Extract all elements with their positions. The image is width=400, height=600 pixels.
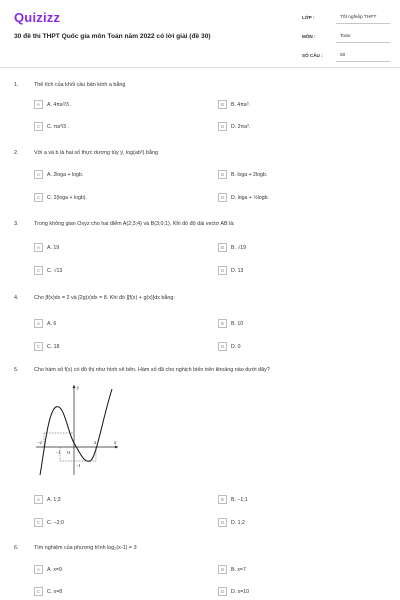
option-b[interactable]	[218, 100, 250, 109]
option-text: A. 4πa³/3 .	[47, 101, 72, 108]
option-text: D. 1;2	[231, 519, 245, 526]
y-axis-arrow	[73, 385, 76, 388]
option-text: C. 18	[47, 343, 60, 350]
option-text: C. πa³/3 .	[47, 123, 70, 130]
option-letter-box: D	[218, 518, 227, 527]
quizizz-logo: Quizizz	[14, 10, 61, 25]
option-a[interactable]	[34, 565, 62, 574]
option-letter-box: A	[34, 243, 43, 252]
meta-label: MÔN :	[302, 34, 316, 39]
option-c[interactable]	[34, 266, 62, 275]
option-letter-box: B	[218, 100, 227, 109]
question-number: 3.	[14, 221, 19, 227]
option-letter-box: D	[218, 342, 227, 351]
tick-label: −1	[56, 450, 61, 455]
option-text: A. x=9	[47, 566, 62, 573]
header-divider	[0, 67, 400, 68]
option-text: C. x=8	[47, 588, 63, 595]
option-text: D. 13	[231, 267, 244, 274]
meta-value: 50	[336, 50, 390, 62]
option-c[interactable]	[34, 193, 87, 202]
option-text: D. 2πa³.	[231, 123, 251, 130]
meta-panel	[302, 12, 390, 69]
option-a[interactable]	[34, 243, 59, 252]
tick-label: −2	[37, 440, 42, 445]
option-letter-box: B	[218, 243, 227, 252]
question-text: Thể tích của khối cầu bán kính a bằng	[34, 82, 126, 88]
option-letter-box: D	[218, 266, 227, 275]
option-text: D. loga + ½logb.	[231, 194, 269, 201]
tick-label: −1	[76, 463, 81, 468]
question-text: Cho ∫f(x)dx = 2 và ∫2g(x)dx = 8. Khi đó ∫[f(x) + g(x)]dx bằng:	[34, 295, 175, 301]
option-letter-box: B	[218, 495, 227, 504]
meta-label: LỚP :	[302, 15, 315, 20]
option-b[interactable]	[218, 243, 246, 252]
option-b[interactable]	[218, 319, 243, 328]
option-d[interactable]	[218, 266, 243, 275]
option-text: C. 2(loga + logb).	[47, 194, 87, 201]
option-text: C. −2;0	[47, 519, 64, 526]
option-letter-box: D	[218, 122, 227, 131]
option-letter-box: C	[34, 266, 43, 275]
option-b[interactable]	[218, 170, 267, 179]
option-letter-box: C	[34, 122, 43, 131]
option-d[interactable]	[218, 342, 241, 351]
meta-label: SỐ CÂU :	[302, 53, 323, 58]
meta-row-subject	[302, 31, 390, 50]
option-a[interactable]	[34, 100, 72, 109]
option-letter-box: C	[34, 587, 43, 596]
option-text: B. −1;1	[231, 496, 248, 503]
option-d[interactable]	[218, 587, 249, 596]
option-d[interactable]	[218, 193, 269, 202]
option-text: B. 4πa³.	[231, 101, 250, 108]
option-letter-box: A	[34, 170, 43, 179]
option-letter-box: A	[34, 565, 43, 574]
question-number: 6.	[14, 545, 19, 551]
option-letter-box: A	[34, 495, 43, 504]
y-label: y	[77, 386, 80, 391]
option-letter-box: B	[218, 170, 227, 179]
meta-value: Toán	[336, 31, 390, 43]
question-text: Trong không gian Oxyz cho hai điểm A(2;3;4) và B(3;0;1). Khi đó độ dài vectơ AB là:	[34, 221, 235, 227]
option-letter-box: A	[34, 100, 43, 109]
tick-label: 2	[94, 440, 97, 445]
option-a[interactable]	[34, 170, 83, 179]
meta-value: Tốt nghiệp THPT	[336, 12, 390, 24]
option-d[interactable]	[218, 122, 250, 131]
option-a[interactable]	[34, 495, 61, 504]
option-text: A. 6	[47, 320, 57, 327]
option-c[interactable]	[34, 518, 64, 527]
option-b[interactable]	[218, 495, 248, 504]
option-text: B. loga + 2logb.	[231, 171, 268, 178]
option-letter-box: B	[218, 319, 227, 328]
origin-label: O	[67, 450, 71, 455]
option-text: A. 19	[47, 244, 60, 251]
option-d[interactable]	[218, 518, 245, 527]
option-text: D. x=10	[231, 588, 250, 595]
option-text: C. √13	[47, 267, 63, 274]
question-number: 2.	[14, 150, 19, 156]
option-text: A. 2loga + logb.	[47, 171, 84, 178]
option-text: B. √19	[231, 244, 246, 251]
option-text: A. 1;3	[47, 496, 61, 503]
option-letter-box: A	[34, 319, 43, 328]
question-number: 1.	[14, 82, 19, 88]
option-c[interactable]	[34, 587, 62, 596]
meta-row-class	[302, 12, 390, 31]
option-text: D. 0	[231, 343, 241, 350]
question-number: 4.	[14, 295, 19, 301]
option-text: B. x=7	[231, 566, 246, 573]
option-letter-box: D	[218, 587, 227, 596]
option-b[interactable]	[218, 565, 246, 574]
function-graph	[34, 381, 120, 477]
option-letter-box: D	[218, 193, 227, 202]
question-text: Cho hàm số f(x) có đồ thị như hình vẽ bên. Hàm số đã cho nghịch biến trên khoảng nào dưới đây?	[34, 367, 270, 373]
option-text: B. 10	[231, 320, 244, 327]
option-c[interactable]	[34, 122, 69, 131]
option-a[interactable]	[34, 319, 56, 328]
option-c[interactable]	[34, 342, 59, 351]
document-title: 30 đề thi THPT Quốc gia môn Toán năm 2022 có lời giải (đề 30)	[14, 33, 211, 40]
option-letter-box: C	[34, 342, 43, 351]
question-number: 5.	[14, 367, 19, 373]
question-text: Với a và b là hai số thực dương tùy ý, log(ab²) bằng	[34, 150, 158, 156]
option-letter-box: C	[34, 193, 43, 202]
question-text: Tìm nghiệm của phương trình log₂(x-1) = 3	[34, 545, 137, 551]
x-label: x	[114, 441, 117, 446]
option-letter-box: C	[34, 518, 43, 527]
option-letter-box: B	[218, 565, 227, 574]
